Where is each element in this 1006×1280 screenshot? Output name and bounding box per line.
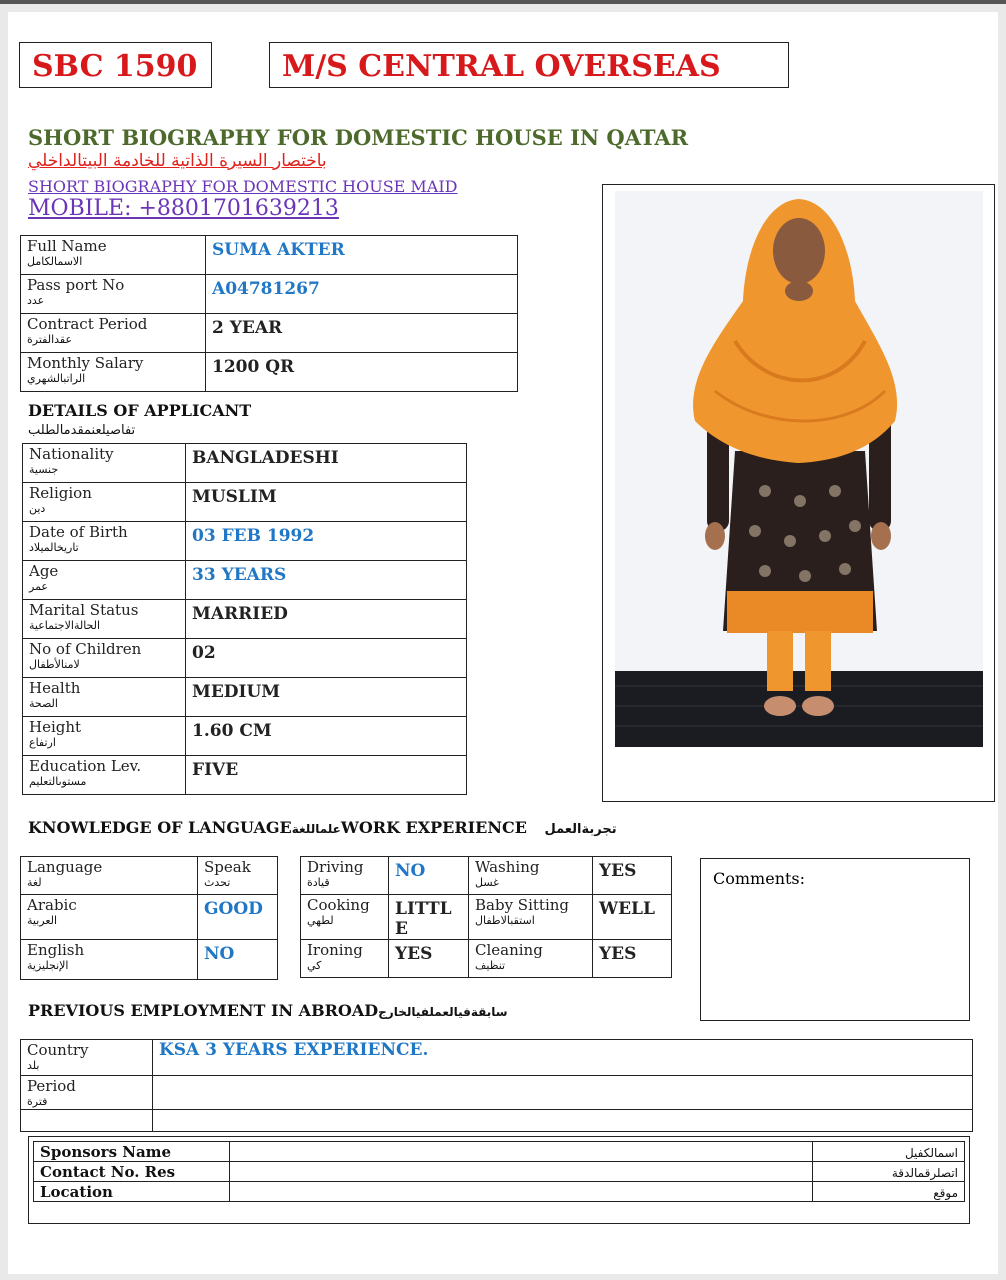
- work-a-label: Cooking: [307, 896, 370, 914]
- previous-employment-table: [20, 1039, 973, 1132]
- detail-label-cell: [23, 483, 186, 522]
- detail-label-cell: [23, 444, 186, 483]
- info-value: SUMA AKTER: [212, 240, 345, 260]
- work-a-arabic: قيادة: [307, 876, 330, 889]
- work-a-label-cell: [301, 940, 389, 978]
- work-row: [301, 940, 672, 978]
- sponsor-row: [34, 1182, 965, 1202]
- work-b-label-cell: [469, 940, 593, 978]
- language-row: [21, 940, 278, 980]
- detail-arabic: الحالةالاجتماعية: [29, 619, 101, 632]
- sponsor-label-cell: [34, 1162, 230, 1182]
- work-heading-arabic: تجربةالعمل: [544, 822, 617, 837]
- info-arabic: عدد: [27, 294, 45, 307]
- work-b-arabic: غسل: [475, 876, 499, 889]
- applicant-photo-frame: [602, 184, 995, 802]
- detail-value: MUSLIM: [192, 487, 277, 507]
- detail-value: 1.60 CM: [192, 721, 272, 741]
- detail-value: MEDIUM: [192, 682, 281, 702]
- work-a-label: Ironing: [307, 941, 363, 959]
- detail-label: Height: [29, 718, 82, 736]
- info-label-cell: [21, 236, 206, 275]
- applicant-photo: [615, 191, 983, 747]
- details-row: [23, 522, 467, 561]
- work-a-label-cell: [301, 857, 389, 895]
- info-row: [21, 236, 518, 275]
- language-header-row: [21, 857, 278, 895]
- info-label: Pass port No: [27, 276, 125, 294]
- info-value-cell: [206, 353, 518, 392]
- sponsor-label-cell: [34, 1182, 230, 1202]
- language-value-cell: [198, 940, 278, 980]
- sponsor-label: Location: [40, 1183, 113, 1201]
- info-arabic: الاسمالكامل: [27, 255, 83, 268]
- language-label-cell: [21, 940, 198, 980]
- sub-title: SHORT BIOGRAPHY FOR DOMESTIC HOUSE MAID: [28, 177, 458, 196]
- sponsor-value-cell[interactable]: [230, 1142, 813, 1162]
- work-b-value: YES: [599, 944, 637, 964]
- work-b-label: Baby Sitting: [475, 896, 569, 914]
- language-arabic: الإنجليزية: [27, 959, 69, 972]
- work-experience-table: [300, 856, 672, 978]
- country-value-cell: [153, 1040, 973, 1076]
- info-label-cell: [21, 275, 206, 314]
- period-label-cell: [21, 1076, 153, 1110]
- language-head-label: Language: [27, 858, 103, 876]
- detail-label: Date of Birth: [29, 523, 128, 541]
- info-row: [21, 353, 518, 392]
- sbc-box: [19, 42, 212, 88]
- work-b-value-cell: [593, 940, 672, 978]
- sponsor-arabic: موقع: [933, 1186, 958, 1200]
- sponsor-arabic-cell: [813, 1182, 965, 1202]
- detail-label: Nationality: [29, 445, 114, 463]
- agency-name: M/S CENTRAL OVERSEAS: [282, 49, 721, 84]
- work-b-value-cell: [593, 857, 672, 895]
- language-head-arabic: لغة: [27, 876, 42, 889]
- sponsor-arabic: اسمالكفيل: [904, 1146, 958, 1160]
- detail-arabic: عمر: [29, 580, 48, 593]
- sponsor-label: Contact No. Res: [40, 1163, 176, 1181]
- detail-label: Religion: [29, 484, 92, 502]
- detail-arabic: جنسية: [29, 463, 59, 476]
- applicant-photo-illustration: [615, 191, 983, 747]
- country-arabic: بلد: [27, 1059, 40, 1072]
- work-a-value-cell: [389, 857, 469, 895]
- detail-label-cell: [23, 600, 186, 639]
- info-label: Monthly Salary: [27, 354, 144, 372]
- work-a-value: YES: [395, 944, 433, 964]
- work-b-label-cell: [469, 857, 593, 895]
- main-info-table: [20, 235, 518, 392]
- sponsor-arabic-cell: [813, 1162, 965, 1182]
- period-label: Period: [27, 1077, 76, 1095]
- speak-head-label-cell: [198, 857, 278, 895]
- details-row: [23, 639, 467, 678]
- comments-box[interactable]: [700, 858, 970, 1021]
- screen-top-bar: [0, 0, 1006, 4]
- detail-label-cell: [23, 561, 186, 600]
- sbc-number: SBC 1590: [32, 49, 198, 84]
- info-value: 1200 QR: [212, 357, 295, 377]
- language-arabic: العربية: [27, 914, 58, 927]
- work-b-value: WELL: [599, 899, 655, 919]
- details-heading: DETAILS OF APPLICANT: [28, 401, 252, 420]
- arabic-title: باختصار السيرة الذاتية للخادمة البيتالداخلي: [28, 151, 327, 171]
- detail-value: 03 FEB 1992: [192, 526, 315, 546]
- work-a-arabic: كي: [307, 959, 322, 972]
- detail-label-cell: [23, 678, 186, 717]
- detail-value: 33 YEARS: [192, 565, 287, 585]
- details-table: [22, 443, 467, 795]
- work-row: [301, 857, 672, 895]
- work-a-label-cell: [301, 895, 389, 940]
- detail-value: 02: [192, 643, 216, 663]
- detail-value-cell: [186, 639, 467, 678]
- detail-value: BANGLADESHI: [192, 448, 339, 468]
- detail-arabic: تاريخالميلاد: [29, 541, 79, 554]
- info-row: [21, 314, 518, 353]
- sponsor-table: [33, 1141, 965, 1202]
- period-value-cell: [153, 1076, 973, 1110]
- language-heading-text: KNOWLEDGE OF LANGUAGE: [28, 818, 292, 837]
- language-label: English: [27, 941, 85, 959]
- language-heading: [28, 818, 617, 837]
- detail-arabic: ارتفاع: [29, 736, 56, 749]
- details-row: [23, 600, 467, 639]
- info-label: Full Name: [27, 237, 107, 255]
- info-label-cell: [21, 314, 206, 353]
- language-head-label-cell: [21, 857, 198, 895]
- info-label-cell: [21, 353, 206, 392]
- detail-arabic: دين: [29, 502, 46, 515]
- sponsor-arabic-cell: [813, 1142, 965, 1162]
- language-row: [21, 895, 278, 940]
- detail-value-cell: [186, 561, 467, 600]
- work-b-value: YES: [599, 861, 637, 881]
- comments-label: Comments:: [713, 869, 806, 888]
- blank-cell-left: [21, 1110, 153, 1132]
- detail-label-cell: [23, 717, 186, 756]
- language-value: NO: [204, 944, 235, 964]
- detail-value-cell: [186, 717, 467, 756]
- work-row: [301, 895, 672, 940]
- language-label: Arabic: [27, 896, 77, 914]
- country-label: Country: [27, 1041, 89, 1059]
- language-table: [20, 856, 278, 980]
- work-a-value: LITTL E: [395, 899, 452, 939]
- work-a-label: Driving: [307, 858, 364, 876]
- info-value-cell: [206, 275, 518, 314]
- sponsor-row: [34, 1162, 965, 1182]
- language-value: GOOD: [204, 899, 263, 919]
- detail-label: No of Children: [29, 640, 142, 658]
- details-row: [23, 678, 467, 717]
- work-b-label: Cleaning: [475, 941, 543, 959]
- sponsor-label-cell: [34, 1142, 230, 1162]
- details-row: [23, 756, 467, 795]
- work-heading-text: WORK EXPERIENCE: [340, 818, 527, 837]
- main-title: SHORT BIOGRAPHY FOR DOMESTIC HOUSE IN QATAR: [28, 125, 689, 150]
- detail-arabic: لامنالأطفال: [29, 658, 80, 671]
- work-b-value-cell: [593, 895, 672, 940]
- detail-value-cell: [186, 678, 467, 717]
- sponsor-label: Sponsors Name: [40, 1143, 172, 1161]
- sponsor-row: [34, 1142, 965, 1162]
- detail-value-cell: [186, 483, 467, 522]
- detail-value: MARRIED: [192, 604, 288, 624]
- language-value-cell: [198, 895, 278, 940]
- document-page: [8, 12, 998, 1274]
- details-row: [23, 483, 467, 522]
- language-label-cell: [21, 895, 198, 940]
- info-arabic: عقدالفترة: [27, 333, 73, 346]
- details-row: [23, 444, 467, 483]
- detail-value-cell: [186, 522, 467, 561]
- work-b-arabic: تنظيف: [475, 959, 506, 972]
- language-heading-arabic: علماللغة: [291, 822, 341, 836]
- detail-arabic: مستوىالتعليم: [29, 775, 87, 788]
- info-row: [21, 275, 518, 314]
- sponsor-arabic: اتصلرقمالدقة: [891, 1166, 958, 1180]
- detail-label: Marital Status: [29, 601, 139, 619]
- detail-label: Health: [29, 679, 81, 697]
- info-value-cell: [206, 236, 518, 275]
- detail-arabic: الصحة: [29, 697, 58, 710]
- mobile-number: MOBILE: +8801701639213: [28, 196, 339, 221]
- details-row: [23, 561, 467, 600]
- detail-value-cell: [186, 756, 467, 795]
- work-b-label: Washing: [475, 858, 540, 876]
- detail-label: Age: [29, 562, 59, 580]
- info-label: Contract Period: [27, 315, 148, 333]
- previous-employment-arabic: سابقةفيالعملفيالخارج: [378, 1005, 508, 1019]
- info-value-cell: [206, 314, 518, 353]
- info-arabic: الراتبالشهري: [27, 372, 86, 385]
- speak-head-arabic: تحدث: [204, 876, 231, 889]
- details-row: [23, 717, 467, 756]
- country-label-cell: [21, 1040, 153, 1076]
- sponsor-value-cell[interactable]: [230, 1162, 813, 1182]
- details-heading-arabic: تفاصيلعنمقدمالطلب: [28, 423, 136, 438]
- blank-cell-right: [153, 1110, 973, 1132]
- sponsor-box: [28, 1136, 970, 1224]
- detail-label-cell: [23, 639, 186, 678]
- detail-label: Education Lev.: [29, 757, 142, 775]
- work-a-value-cell: [389, 895, 469, 940]
- work-b-arabic: استقبالاطفال: [475, 914, 535, 927]
- detail-label-cell: [23, 756, 186, 795]
- info-value: A04781267: [212, 279, 320, 299]
- detail-value-cell: [186, 444, 467, 483]
- detail-value-cell: [186, 600, 467, 639]
- detail-label-cell: [23, 522, 186, 561]
- agency-box: [269, 42, 789, 88]
- previous-employment-text: PREVIOUS EMPLOYMENT IN ABROAD: [28, 1001, 379, 1020]
- detail-value: FIVE: [192, 760, 239, 780]
- work-a-arabic: لطهي: [307, 914, 334, 927]
- speak-head-label: Speak: [204, 858, 251, 876]
- work-a-value: NO: [395, 861, 426, 881]
- sponsor-value-cell[interactable]: [230, 1182, 813, 1202]
- previous-employment-heading: [28, 1001, 508, 1020]
- country-value: KSA 3 YEARS EXPERIENCE.: [159, 1040, 429, 1060]
- work-a-value-cell: [389, 940, 469, 978]
- info-value: 2 YEAR: [212, 318, 283, 338]
- period-arabic: فترة: [27, 1095, 48, 1108]
- work-b-label-cell: [469, 895, 593, 940]
